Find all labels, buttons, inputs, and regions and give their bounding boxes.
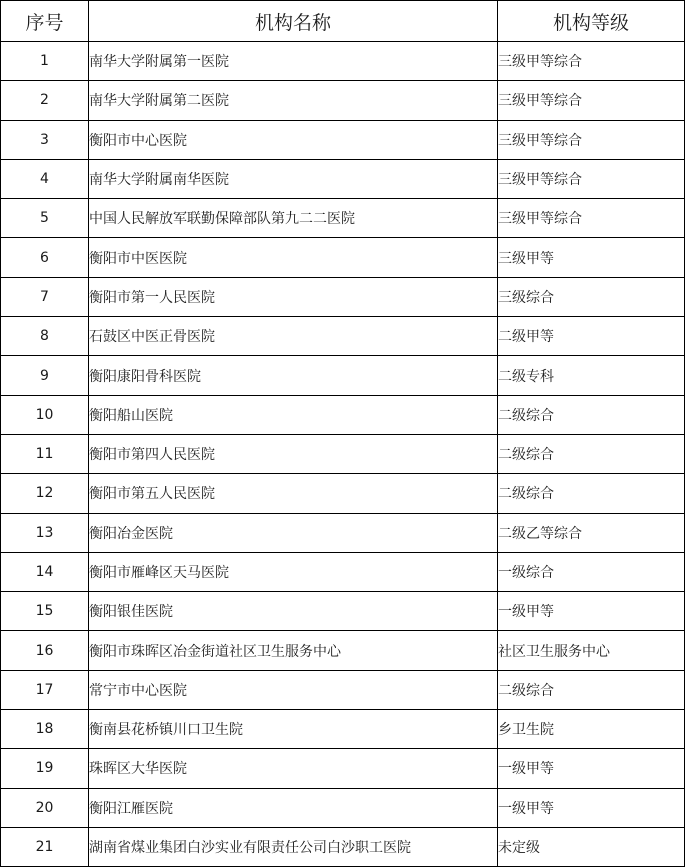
row-level-cell: 二级甲等	[498, 317, 685, 356]
row-name-cell: 中国人民解放军联勤保障部队第九二二医院	[89, 199, 498, 238]
table-row	[1, 552, 685, 591]
row-index-cell: 17	[1, 670, 89, 709]
row-name-cell: 南华大学附属第一医院	[89, 42, 498, 81]
table-row	[1, 631, 685, 670]
row-index-cell: 1	[1, 42, 89, 81]
row-index-cell: 13	[1, 513, 89, 552]
row-index-cell: 12	[1, 474, 89, 513]
table-row	[1, 81, 685, 120]
header-level: 机构等级	[498, 1, 685, 42]
table-row	[1, 827, 685, 866]
row-index-cell: 3	[1, 120, 89, 159]
row-level-cell: 三级甲等综合	[498, 120, 685, 159]
table-row	[1, 42, 685, 81]
row-name-cell: 衡阳冶金医院	[89, 513, 498, 552]
row-index-cell: 19	[1, 749, 89, 788]
row-name-cell: 衡阳市第五人民医院	[89, 474, 498, 513]
row-name-cell: 衡阳市中心医院	[89, 120, 498, 159]
row-index-cell: 15	[1, 592, 89, 631]
row-level-cell: 三级甲等	[498, 238, 685, 277]
table-row	[1, 474, 685, 513]
table-row	[1, 120, 685, 159]
table-row	[1, 199, 685, 238]
header-index: 序号	[1, 1, 89, 42]
row-name-cell: 南华大学附属南华医院	[89, 159, 498, 198]
row-name-cell: 湖南省煤业集团白沙实业有限责任公司白沙职工医院	[89, 827, 498, 866]
row-name-cell: 衡南县花桥镇川口卫生院	[89, 710, 498, 749]
header-name: 机构名称	[89, 1, 498, 42]
row-name-cell: 常宁市中心医院	[89, 670, 498, 709]
row-index-cell: 2	[1, 81, 89, 120]
row-index-cell: 10	[1, 395, 89, 434]
row-level-cell: 一级甲等	[498, 788, 685, 827]
row-level-cell: 二级综合	[498, 474, 685, 513]
row-name-cell: 衡阳市第一人民医院	[89, 277, 498, 316]
row-level-cell: 一级综合	[498, 552, 685, 591]
row-index-cell: 18	[1, 710, 89, 749]
row-index-cell: 11	[1, 434, 89, 473]
row-level-cell: 社区卫生服务中心	[498, 631, 685, 670]
row-index-cell: 5	[1, 199, 89, 238]
row-index-cell: 16	[1, 631, 89, 670]
row-index-cell: 14	[1, 552, 89, 591]
table-row	[1, 434, 685, 473]
row-level-cell: 三级甲等综合	[498, 199, 685, 238]
row-name-cell: 衡阳江雁医院	[89, 788, 498, 827]
header-row	[1, 1, 685, 42]
row-index-cell: 4	[1, 159, 89, 198]
row-index-cell: 21	[1, 827, 89, 866]
row-name-cell: 衡阳市珠晖区冶金街道社区卫生服务中心	[89, 631, 498, 670]
row-level-cell: 二级乙等综合	[498, 513, 685, 552]
row-name-cell: 衡阳船山医院	[89, 395, 498, 434]
row-name-cell: 衡阳银佳医院	[89, 592, 498, 631]
row-name-cell: 衡阳市雁峰区天马医院	[89, 552, 498, 591]
row-name-cell: 珠晖区大华医院	[89, 749, 498, 788]
table-row	[1, 317, 685, 356]
row-level-cell: 三级甲等综合	[498, 159, 685, 198]
row-level-cell: 二级综合	[498, 395, 685, 434]
table-row	[1, 710, 685, 749]
table-row	[1, 592, 685, 631]
table-body	[1, 42, 685, 867]
row-level-cell: 一级甲等	[498, 749, 685, 788]
table-row	[1, 788, 685, 827]
row-name-cell: 衡阳市中医医院	[89, 238, 498, 277]
table-row	[1, 513, 685, 552]
table-row	[1, 159, 685, 198]
row-index-cell: 20	[1, 788, 89, 827]
row-level-cell: 未定级	[498, 827, 685, 866]
row-level-cell: 二级专科	[498, 356, 685, 395]
row-index-cell: 6	[1, 238, 89, 277]
table-row	[1, 356, 685, 395]
row-name-cell: 石鼓区中医正骨医院	[89, 317, 498, 356]
table-row	[1, 277, 685, 316]
row-level-cell: 二级综合	[498, 434, 685, 473]
table-row	[1, 238, 685, 277]
row-name-cell: 衡阳市第四人民医院	[89, 434, 498, 473]
row-index-cell: 7	[1, 277, 89, 316]
table-row	[1, 395, 685, 434]
row-level-cell: 二级综合	[498, 670, 685, 709]
row-index-cell: 8	[1, 317, 89, 356]
row-level-cell: 三级甲等综合	[498, 81, 685, 120]
row-name-cell: 衡阳康阳骨科医院	[89, 356, 498, 395]
table-row	[1, 670, 685, 709]
row-level-cell: 三级甲等综合	[498, 42, 685, 81]
row-level-cell: 乡卫生院	[498, 710, 685, 749]
table-row	[1, 749, 685, 788]
row-level-cell: 三级综合	[498, 277, 685, 316]
row-name-cell: 南华大学附属第二医院	[89, 81, 498, 120]
row-index-cell: 9	[1, 356, 89, 395]
row-level-cell: 一级甲等	[498, 592, 685, 631]
